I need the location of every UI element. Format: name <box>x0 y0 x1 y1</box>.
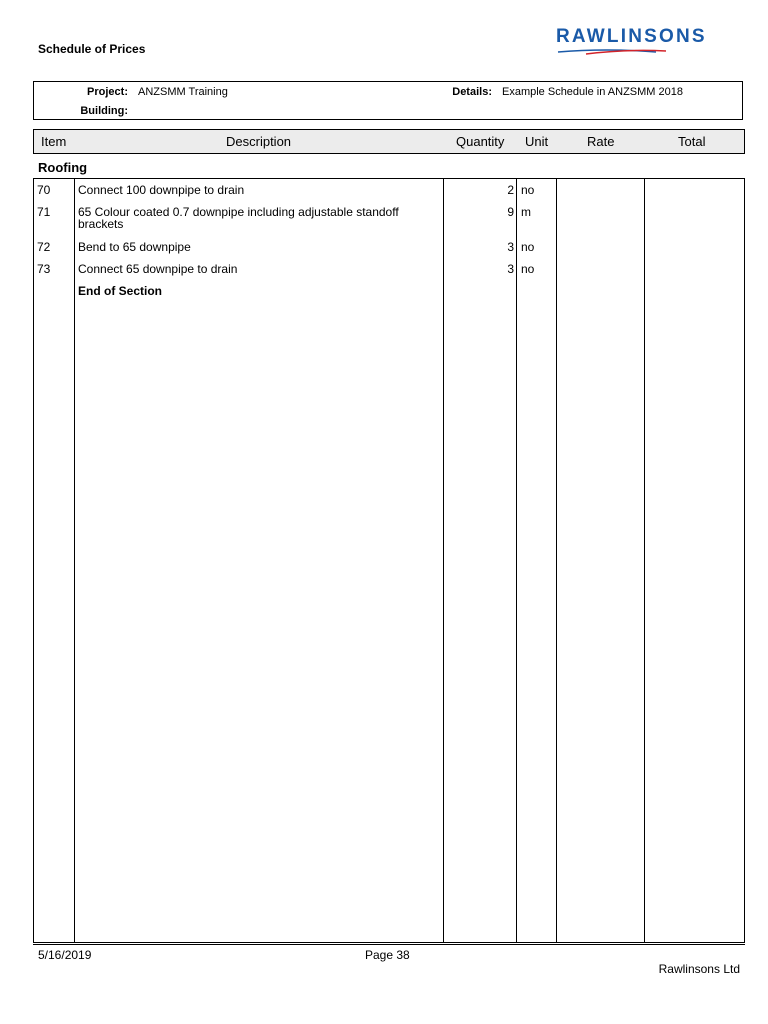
col-description-header: Description <box>226 134 292 149</box>
col-divider <box>516 179 517 942</box>
row-description: 65 Colour coated 0.7 downpipe including adjustable standoff brackets <box>78 205 399 231</box>
schedule-table <box>33 178 745 943</box>
row-quantity: 3 <box>507 240 514 254</box>
col-item-header: Item <box>41 134 67 149</box>
rawlinsons-logo <box>556 26 740 56</box>
footer-divider <box>33 944 745 945</box>
col-divider <box>443 179 444 942</box>
column-header-bar <box>33 129 745 154</box>
building-label: Building: <box>80 105 128 117</box>
col-unit-header: Unit <box>525 134 549 149</box>
project-info-box <box>33 81 743 120</box>
col-rate-header: Rate <box>587 134 615 149</box>
row-quantity: 9 <box>507 205 514 219</box>
row-item-number: 72 <box>37 240 51 254</box>
col-total-header: Total <box>678 134 706 149</box>
footer-date: 5/16/2019 <box>38 948 92 962</box>
row-item-number: 73 <box>37 262 51 276</box>
col-divider <box>556 179 557 942</box>
row-description: Connect 100 downpipe to drain <box>78 183 245 197</box>
col-divider <box>74 179 75 942</box>
row-item-number: 71 <box>37 205 51 219</box>
row-unit: no <box>521 183 535 197</box>
section-title: Roofing <box>38 160 88 175</box>
project-label: Project: <box>87 86 128 98</box>
row-description: Bend to 65 downpipe <box>78 240 191 254</box>
row-quantity: 3 <box>507 262 514 276</box>
row-description: Connect 65 downpipe to drain <box>78 262 238 276</box>
row-unit: no <box>521 262 535 276</box>
col-quantity-header: Quantity <box>456 134 505 149</box>
footer-company: Rawlinsons Ltd <box>658 962 740 976</box>
document-title: Schedule of Prices <box>38 42 146 56</box>
logo-swoosh-icon <box>556 48 740 56</box>
details-value: Example Schedule in ANZSMM 2018 <box>502 86 683 98</box>
row-quantity: 2 <box>507 183 514 197</box>
col-divider <box>644 179 645 942</box>
row-unit: no <box>521 240 535 254</box>
row-item-number: 70 <box>37 183 51 197</box>
row-unit: m <box>521 205 531 219</box>
project-value: ANZSMM Training <box>138 86 228 98</box>
details-label: Details: <box>452 86 492 98</box>
end-of-section-note: End of Section <box>78 284 162 298</box>
page-number: Page 38 <box>365 948 410 962</box>
logo-wordmark: RAWLINSONS <box>556 26 707 47</box>
